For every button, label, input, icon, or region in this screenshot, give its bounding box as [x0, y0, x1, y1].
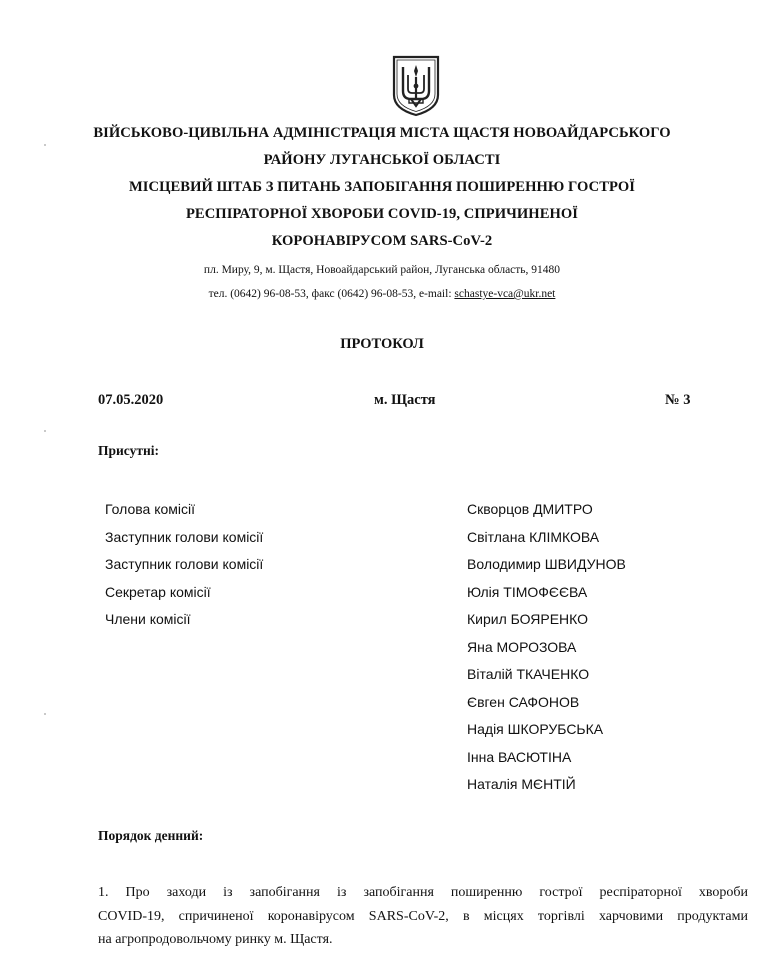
roles-list: [105, 496, 263, 634]
member-name: Євген САФОНОВ: [467, 693, 580, 710]
role-item: Секретар комісії: [105, 583, 211, 600]
scan-speck: [44, 430, 46, 432]
role-item: Заступник голови комісії: [105, 528, 264, 545]
role-item: Голова комісії: [105, 501, 195, 517]
member-name: Віталій ТКАЧЕНКО: [467, 666, 590, 682]
coat-of-arms-icon: [391, 55, 441, 117]
member-name: Володимир ШВИДУНОВ: [467, 556, 626, 572]
member-name: Яна МОРОЗОВА: [467, 638, 577, 655]
member-name: Скворцов ДМИТРО: [467, 501, 593, 517]
role-item: Члени комісії: [105, 611, 191, 627]
header-line-2: РАЙОНУ ЛУГАНСЬКОЇ ОБЛАСТІ: [263, 152, 501, 168]
document-place: м. Щастя: [374, 392, 436, 408]
role-item: Заступник голови комісії: [105, 556, 264, 572]
document-title: ПРОТОКОЛ: [340, 336, 424, 352]
header-line-4: РЕСПІРАТОРНОЇ ХВОРОБИ COVID-19, СПРИЧИНЕНОЇ: [185, 206, 579, 222]
agenda-line: COVID-19, спричиненої коронавірусом SARS-CoV-2, в місцях торгівлі харчовими продуктами: [98, 908, 748, 924]
document-number: № 3: [665, 392, 691, 408]
member-name: Світлана КЛІМКОВА: [467, 528, 600, 545]
member-name: Інна ВАСЮТІНА: [467, 748, 572, 765]
header-line-1: ВІЙСЬКОВО-ЦИВІЛЬНА АДМІНІСТРАЦІЯ МІСТА ЩАСТЯ НОВОАЙДАРСЬКОГО: [93, 125, 671, 141]
member-name: Юлія ТІМОФЄЄВА: [467, 583, 588, 600]
member-name: Наталія МЄНТІЙ: [467, 776, 576, 792]
scan-speck: [44, 713, 46, 715]
member-name: Надія ШКОРУБСЬКА: [467, 721, 604, 737]
scan-speck: [44, 144, 46, 146]
agenda-label: Порядок денний:: [98, 828, 204, 843]
address-line: пл. Миру, 9, м. Щастя, Новоайдарський район, Луганська область, 91480: [203, 264, 561, 276]
agenda-line: на агропродовольчому ринку м. Щастя.: [98, 932, 333, 947]
header-line-5: КОРОНАВІРУСОМ SARS-CoV-2: [271, 233, 493, 249]
present-label: Присутні:: [98, 443, 160, 458]
document-date: 07.05.2020: [98, 392, 164, 408]
names-list: [467, 496, 626, 799]
contacts-line: [0, 287, 764, 301]
agenda-item-1: [98, 881, 748, 952]
header-line-3: МІСЦЕВИЙ ШТАБ З ПИТАНЬ ЗАПОБІГАННЯ ПОШИРЕННЮ ГОСТРОЇ: [128, 179, 635, 195]
agenda-line: 1. Про заходи із запобігання із запобігання поширенню гострої респіраторної хвороби: [98, 885, 748, 900]
member-name: Кирил БОЯРЕНКО: [467, 611, 589, 627]
email-link[interactable]: schastye-vca@ukr.net: [454, 288, 556, 300]
contacts-text: тел. (0642) 96-08-53, факс (0642) 96-08-53, e-mail:: [208, 288, 455, 300]
